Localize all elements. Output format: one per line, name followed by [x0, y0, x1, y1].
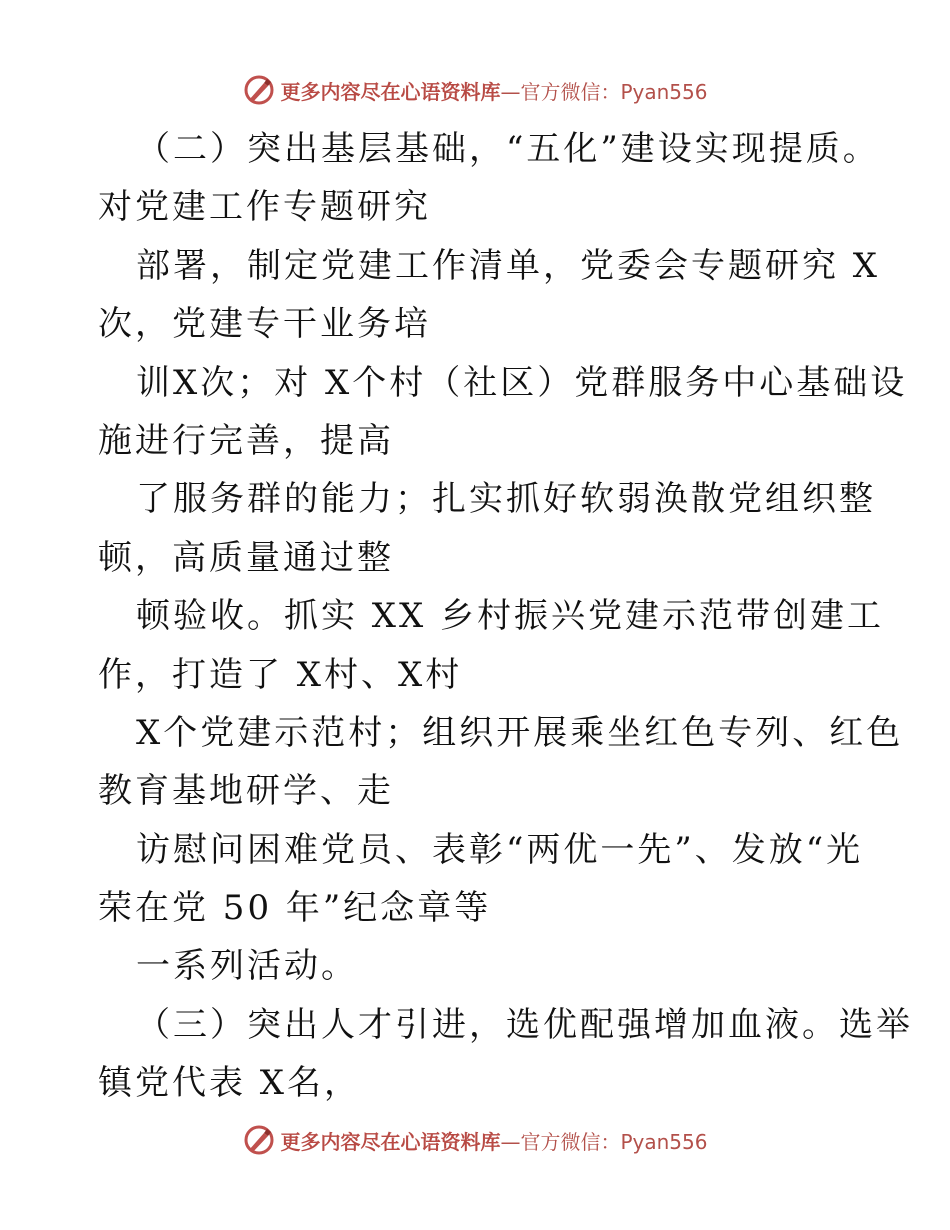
- text-line: 作，打造了 X村、X村: [98, 654, 463, 695]
- red-pen-ring-logo-icon: [242, 1123, 276, 1157]
- text-line: 顿验收。抓实 XX 乡村振兴党建示范带创建工: [136, 596, 885, 637]
- text-line: 部署，制定党建工作清单，党委会专题研究 X: [136, 245, 881, 286]
- text-line: 顿，高质量通过整: [98, 537, 394, 578]
- text-line: 镇党代表 X名，: [98, 1063, 362, 1104]
- red-pen-ring-logo-icon: [242, 73, 276, 107]
- text-line: （二）突出基层基础，“五化”建设实现提质。: [136, 129, 880, 169]
- footer-banner: [0, 1120, 950, 1160]
- text-line: X个党建示范村；组织开展乘坐红色专列、红色: [136, 712, 904, 753]
- text-line: 了服务群的能力；扎实抓好软弱涣散党组织整: [136, 479, 876, 520]
- footer-banner-text: 更多内容尽在心语资料库—官方微信：Pyan556: [280, 1129, 708, 1154]
- header-banner: [0, 70, 950, 110]
- header-banner-text: 更多内容尽在心语资料库—官方微信：Pyan556: [280, 79, 708, 104]
- text-line: （三）突出人才引进，选优配强增加血液。选举: [136, 1004, 913, 1045]
- text-line: 施进行完善，提高: [98, 420, 394, 461]
- text-line: 教育基地研学、走: [98, 771, 394, 812]
- document-body: [98, 120, 913, 1113]
- text-line: 访慰问困难党员、表彰“两优一先”、发放“光: [136, 829, 864, 870]
- text-line: 荣在党 50 年”纪念章等: [98, 888, 492, 929]
- text-line: 次，党建专干业务培: [98, 304, 431, 345]
- text-line: 一系列活动。: [136, 946, 358, 987]
- text-line: 对党建工作专题研究: [98, 187, 431, 228]
- text-line: 训X次；对 X个村（社区）党群服务中心基础设: [136, 362, 908, 403]
